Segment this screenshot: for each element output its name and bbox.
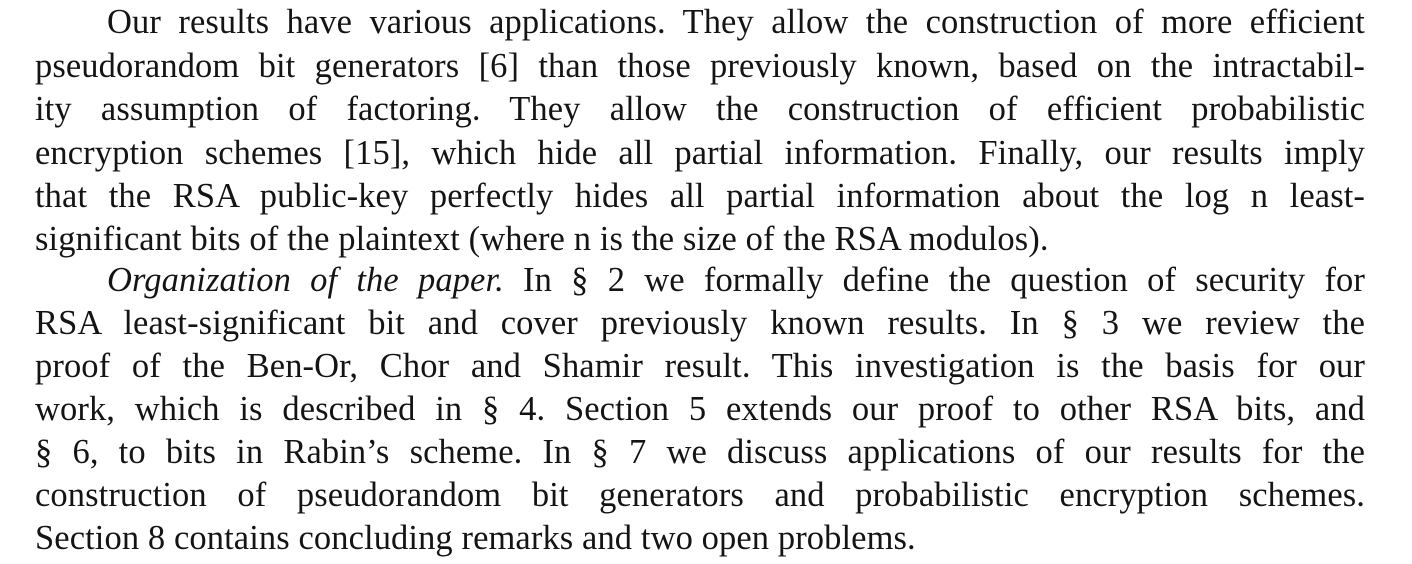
paragraph1-line-4: encryption schemes [15], which hide all partial information. Finally, our results imply <box>35 134 1365 172</box>
paragraph2-line-2: RSA least-significant bit and cover previously known results. In § 3 we review the <box>35 304 1365 342</box>
paragraph1-line-2: pseudorandom bit generators [6] than those previously known, based on the intractabil- <box>35 47 1365 85</box>
section-lead-in: Organization of the paper. <box>107 261 504 299</box>
paragraph2-line-6: construction of pseudorandom bit generators and probabilistic encryption schemes. <box>35 476 1365 514</box>
paragraph1-line-1: Our results have various applications. They allow the construction of more efficient <box>107 3 1365 41</box>
paragraph2-line-5: § 6, to bits in Rabin’s scheme. In § 7 we discuss applications of our results for the <box>35 433 1365 471</box>
paragraph1-line-5: that the RSA public-key perfectly hides all partial information about the log n least- <box>35 177 1365 215</box>
paragraph1-line-6: significant bits of the plaintext (where n is the size of the RSA modulos). <box>35 220 1049 258</box>
paragraph2-line-4: work, which is described in § 4. Section 5 extends our proof to other RSA bits, and <box>35 390 1365 428</box>
paragraph2-line-7: Section 8 contains concluding remarks and two open problems. <box>35 519 916 557</box>
paragraph2-line-1 <box>107 258 1365 302</box>
paragraph2-line-3: proof of the Ben-Or, Chor and Shamir result. This investigation is the basis for our <box>35 347 1365 385</box>
paragraph2-line-1-text: In § 2 we formally define the question of security for <box>503 261 1365 299</box>
paragraph1-line-3: ity assumption of factoring. They allow the construction of efficient probabilistic <box>35 90 1365 128</box>
